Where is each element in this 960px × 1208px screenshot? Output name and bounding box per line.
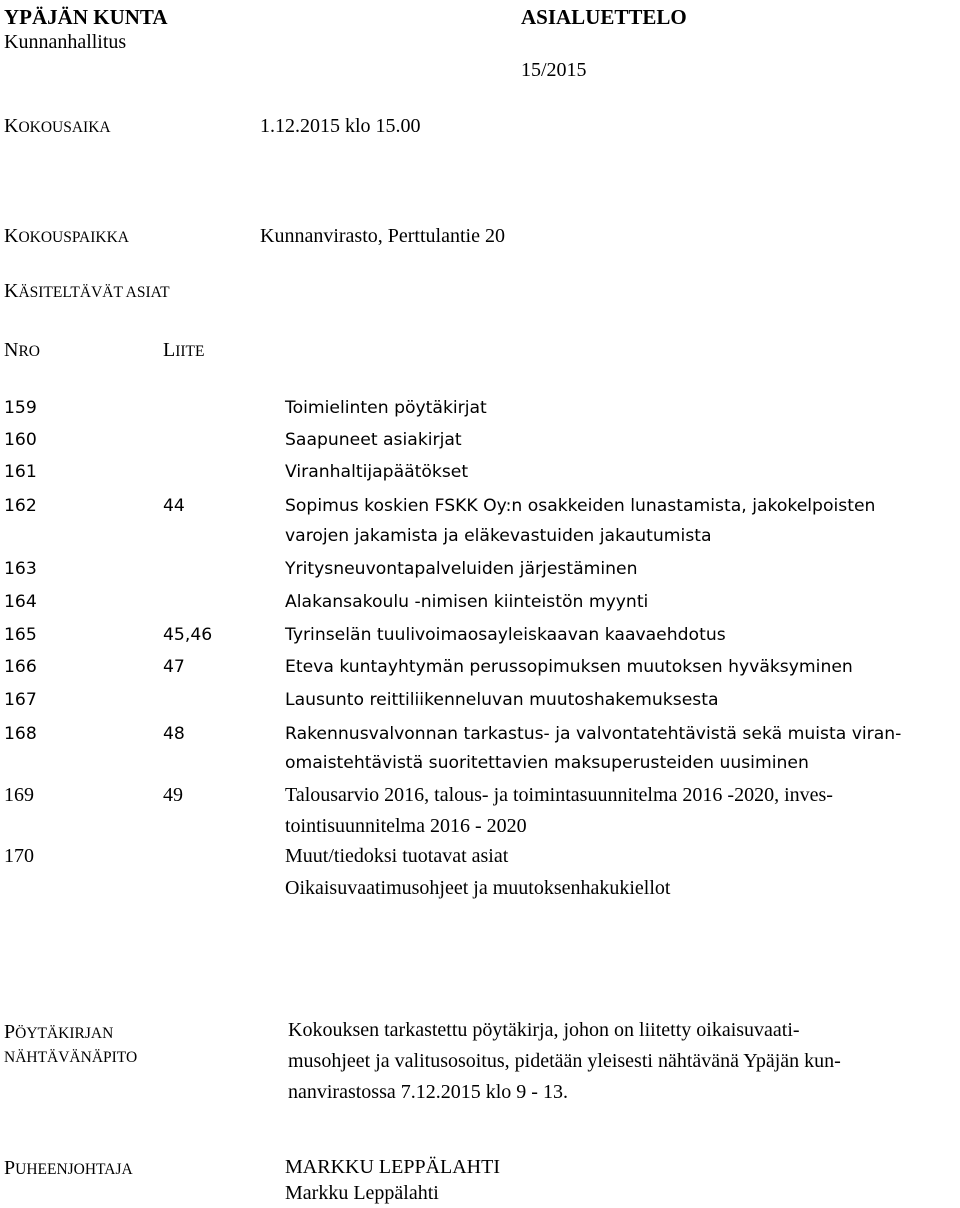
agenda-item-title: Yritysneuvontapalveluiden järjestäminen xyxy=(285,559,638,579)
agenda-item-title-continued: varojen jakamista ja eläkevastuiden jakautumista xyxy=(285,526,712,546)
agenda-item-title: Eteva kuntayhtymän perussopimuksen muutoksen hyväksyminen xyxy=(285,657,853,677)
minutes-label-line2: NÄHTÄVÄNÄPITO xyxy=(4,1049,138,1066)
agenda-item-number: 169 xyxy=(4,784,34,806)
meeting-time-label: KOKOUSAIKA xyxy=(4,115,111,137)
agenda-item-title: Viranhaltijapäätökset xyxy=(285,462,469,482)
agenda-item-title: Talousarvio 2016, talous- ja toimintasuunnitelma 2016 -2020, inves- xyxy=(285,784,833,806)
agenda-item-attachment: 49 xyxy=(163,784,183,806)
minutes-text-line: Kokouksen tarkastettu pöytäkirja, johon on liitetty oikaisuvaati- xyxy=(288,1019,800,1041)
chair-name: Markku Leppälahti xyxy=(285,1182,439,1204)
agenda-item-title-continued: omaistehtävistä suoritettavien maksuperusteiden uusiminen xyxy=(285,753,809,773)
agenda-item-number: 167 xyxy=(4,690,37,710)
agenda-item-number: 159 xyxy=(4,398,37,418)
agenda-item-title: Tyrinselän tuulivoimaosayleiskaavan kaavaehdotus xyxy=(285,625,726,645)
chair-label: PUHEENJOHTAJA xyxy=(4,1157,133,1179)
meeting-place-label: KOKOUSPAIKKA xyxy=(4,225,129,247)
agenda-item-number: 170 xyxy=(4,845,34,867)
agenda-item-number: 160 xyxy=(4,430,37,450)
document-number: 15/2015 xyxy=(521,59,587,81)
agenda-item-attachment: 47 xyxy=(163,657,185,677)
agenda-item-title: Toimielinten pöytäkirjat xyxy=(285,398,487,418)
minutes-text-line: musohjeet ja valitusosoitus, pidetään yleisesti nähtävänä Ypäjän kun- xyxy=(288,1050,841,1073)
agenda-item-title: Saapuneet asiakirjat xyxy=(285,430,462,450)
agenda-item-title-continued: tointisuunnitelma 2016 - 2020 xyxy=(285,815,527,837)
agenda-item-number: 164 xyxy=(4,592,37,612)
body-name: Kunnanhallitus xyxy=(4,31,127,53)
agenda-item-title: Sopimus koskien FSKK Oy:n osakkeiden lunastamista, jakokelpoisten xyxy=(285,496,876,516)
agenda-item-number: 166 xyxy=(4,657,37,677)
agenda-item-attachment: 48 xyxy=(163,724,185,744)
column-header-liite: LIITE xyxy=(163,339,205,361)
minutes-text-line: nanvirastossa 7.12.2015 klo 9 - 13. xyxy=(288,1081,568,1104)
municipality-name: YPÄJÄN KUNTA xyxy=(4,5,168,29)
agenda-item-title: Alakansakoulu -nimisen kiinteistön myynti xyxy=(285,592,649,612)
agenda-item-title: Muut/tiedoksi tuotavat asiat xyxy=(285,845,509,867)
chair-name-upper: MARKKU LEPPÄLAHTI xyxy=(285,1156,500,1178)
meeting-time-value: 1.12.2015 klo 15.00 xyxy=(260,115,421,137)
agenda-item-number: 168 xyxy=(4,724,37,744)
agenda-item-number: 163 xyxy=(4,559,37,579)
agenda-item-number: 161 xyxy=(4,462,37,482)
agenda-item-number: 165 xyxy=(4,625,37,645)
agenda-item-title: Rakennusvalvonnan tarkastus- ja valvontatehtävistä sekä muista viran- xyxy=(285,724,902,744)
agenda-item-number: 162 xyxy=(4,496,37,516)
agenda-item-title-continued: Oikaisuvaatimusohjeet ja muutoksenhakukiellot xyxy=(285,877,671,899)
section-heading: KÄSITELTÄVÄT ASIAT xyxy=(4,280,170,302)
column-header-nro: NRO xyxy=(4,339,40,361)
agenda-item-attachment: 44 xyxy=(163,496,185,516)
agenda-item-title: Lausunto reittiliikenneluvan muutoshakemuksesta xyxy=(285,690,719,710)
document-type: ASIALUETTELO xyxy=(521,5,687,29)
meeting-place-value: Kunnanvirasto, Perttulantie 20 xyxy=(260,225,505,247)
agenda-item-attachment: 45,46 xyxy=(163,625,213,645)
minutes-label-line1: PÖYTÄKIRJAN xyxy=(4,1021,114,1043)
minutes-text xyxy=(288,1015,841,1109)
